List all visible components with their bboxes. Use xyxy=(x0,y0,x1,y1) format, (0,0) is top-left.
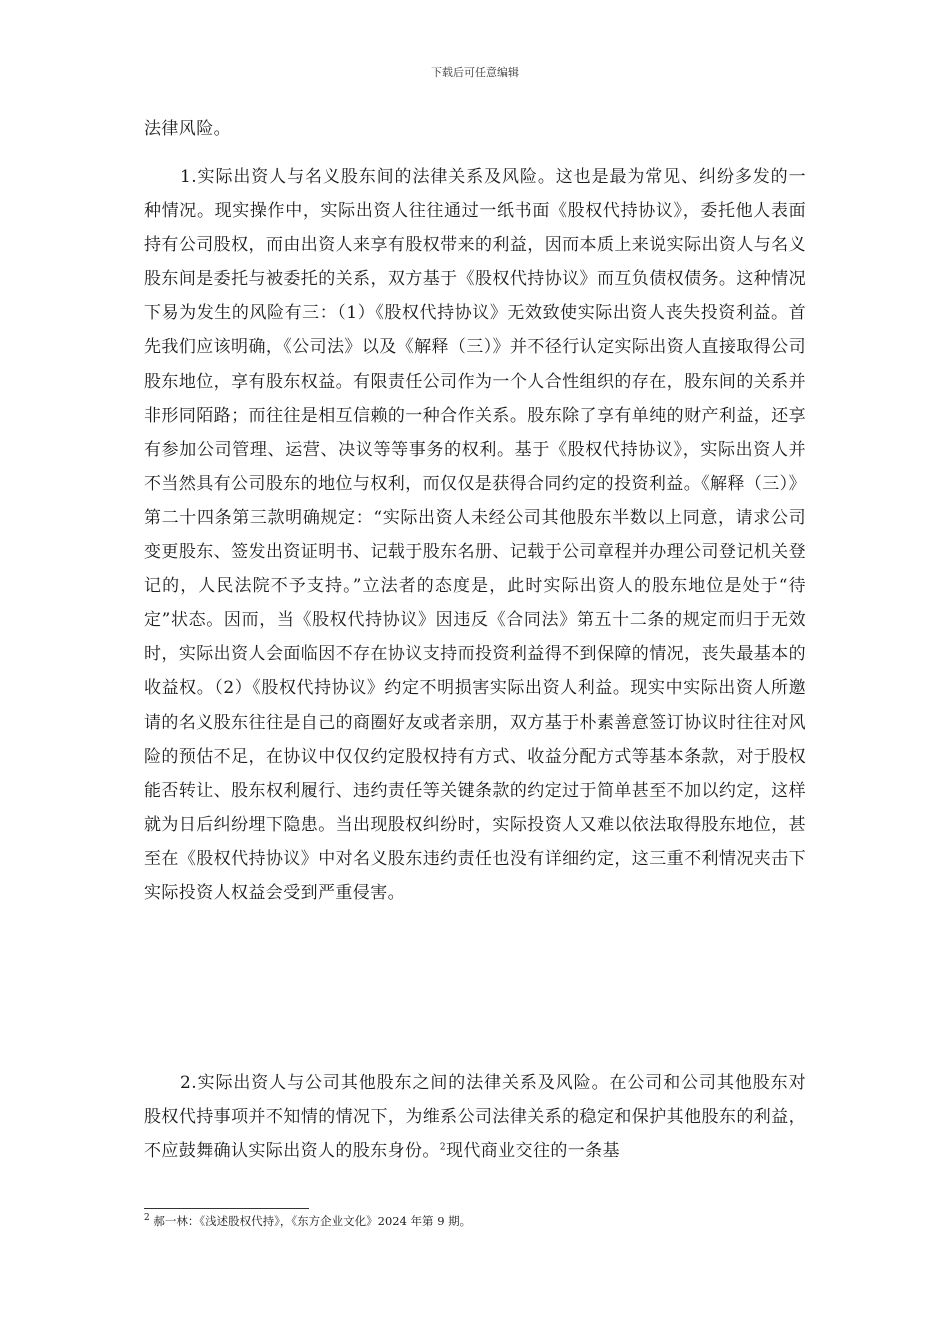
footnote-separator xyxy=(144,1208,309,1209)
paragraph-1: 1.实际出资人与名义股东间的法律关系及风险。这也是最为常见、纠纷多发的一种情况。现实操作中，实际出资人往往通过一纸书面《股权代持协议》，委托他人表面持有公司股权，而由出资人来享有股权带来的利益，因而本质上来说实际出资人与名义股东间是委托与被委托的关系，双方基于《股权代持协议》而互负债权债务。这种情况下易为发生的风险有三：（1）《股权代持协议》无效致使实际出资人丧失投资利益。首先我们应该明确，《公司法》以及《解释（三）》并不径行认定实际出资人直接取得公司股东地位，享有股东权益。有限责任公司作为一个人合性组织的存在，股东间的关系并非形同陌路；而往往是相互信赖的一种合作关系。股东除了享有单纯的财产利益，还享有参加公司管理、运营、决议等等事务的权利。基于《股权代持协议》，实际出资人并不当然具有公司股东的地位与权利，而仅仅是获得合同约定的投资利益。《解释（三）》第二十四条第三款明确规定：“实际出资人未经公司其他股东半数以上同意，请求公司变更股东、签发出资证明书、记载于股东名册、记载于公司章程并办理公司登记机关登记的，人民法院不予支持。”立法者的态度是，此时实际出资人的股东地位是处于“待定”状态。因而，当《股权代持协议》因违反《合同法》第五十二条的规定而归于无效时，实际出资人会面临因不存在协议支持而投资利益得不到保障的情况，丧失最基本的收益权。（2）《股权代持协议》约定不明损害实际出资人利益。现实中实际出资人所邀请的名义股东往往是自己的商圈好友或者亲朋，双方基于朴素善意签订协议时往往对风险的预估不足，在协议中仅仅约定股权持有方式、收益分配方式等基本条款，对于股权能否转让、股东权利履行、违约责任等关键条款的约定过于简单甚至不加以约定，这样就为日后纠纷埋下隐患。当出现股权纠纷时，实际投资人又难以依法取得股东地位，甚至在《股权代持协议》中对名义股东违约责任也没有详细约定，这三重不利情况夹击下实际投资人权益会受到严重侵害。 xyxy=(144,167,806,903)
footnote xyxy=(144,1213,804,1229)
footnote-marker: 2 xyxy=(144,1213,150,1224)
paragraph-2-tail: 现代商业交往的一条基 xyxy=(445,1141,620,1162)
paragraph-2-text: 2.实际出资人与公司其他股东之间的法律关系及风险。在公司和公司其他股东对股权代持事项并不知情的情况下，为维系公司法律关系的稳定和保护其他股东的利益，不应鼓舞确认实际出资人的股东身份。 xyxy=(144,1073,806,1162)
page-header: 下载后可任意编辑 xyxy=(431,66,519,79)
footnote-text: 郝一林：《浅述股权代持》，《东方企业文化》2024 年第 9 期。 xyxy=(149,1214,472,1228)
footnote-reference[interactable]: 2 xyxy=(439,1142,446,1153)
continuation-paragraph: 法律风险。 xyxy=(144,119,231,139)
paragraph-2 xyxy=(144,1066,806,1168)
